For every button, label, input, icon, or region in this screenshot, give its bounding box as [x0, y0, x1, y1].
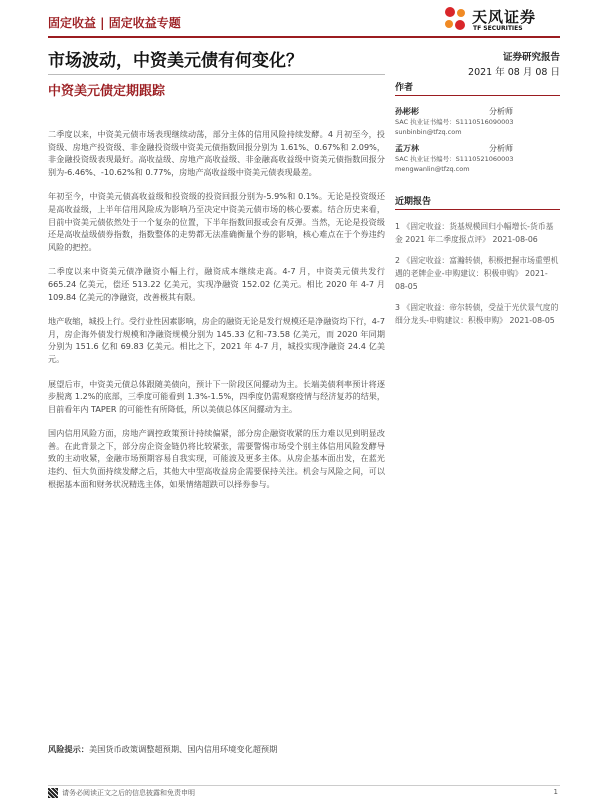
- risk-text: 美国货币政策调整超预期、国内信用环境变化超预期: [88, 744, 278, 754]
- disclaimer-text: 请务必阅读正文之后的信息披露和免责申明: [62, 789, 195, 797]
- recent-report-link[interactable]: 2 《固定收益：富瀚转债，积极把握市场重塑机遇的老牌企业-申购建议：积极申购》 2021-08-05: [395, 256, 559, 291]
- report-subtitle: 中资美元债定期跟踪: [48, 84, 166, 99]
- logo-en: TF SECURITIES: [473, 25, 523, 32]
- report-type: 证券研究报告: [502, 52, 560, 63]
- report-title: 市场波动，中资美元债有何变化？: [48, 51, 303, 71]
- author-name: 孙彬彬: [395, 107, 419, 116]
- paragraph: 国内信用风险方面，房地产调控政策预计持续偏紧，部分房企融资收紧的压力难以见到明显改善。在此背景之下，部分房企资金链仍将比较紧张，需要警惕市场受个别主体信用风险发酵导致的主动收紧，金融市场预期容易自我实现，可能波及更多主体。从房企基本面出发，在蓝光违约、恒大负面持续发酵之后，其他大中型高收益房企需要保持关注。机会与风险之间，可以根据基本面和财务状况精选主体，如果情绪超跌可以择券参与。: [48, 428, 385, 489]
- author-block: [395, 143, 560, 174]
- recent-report-link[interactable]: 3 《固定收益：帝尔转债，受益于光伏景气度的细分龙头-申购建议：积极申购》 2021-08-05: [395, 303, 559, 325]
- author-sac: SAC 执业证书编号：S1110521060003: [395, 155, 514, 163]
- paragraph: 地产收缩，城投上行。受行业性因素影响，房企的融资无论是发行规模还是净融资均下行，4-7 月，房企海外债发行规模和净融资规模分别为 145.33 亿和-73.58 亿美元，而 2020 年同期分别为 151.6 亿和 69.83 亿美元。相比之下，2021 年 4-7 月，城投实现净融资 24.4 亿美元。: [48, 316, 385, 364]
- author-role: 分析师: [489, 107, 513, 116]
- header-divider: [48, 36, 560, 38]
- logo-mark-icon: [440, 4, 470, 34]
- recent-reports-heading: 近期报告: [395, 194, 560, 210]
- logo-name: 天风证券: [472, 8, 537, 26]
- footer: [48, 788, 195, 798]
- report-category: 固定收益 | 固定收益专题: [48, 16, 181, 30]
- recent-report-link[interactable]: 1 《固定收益：货基规模回归小幅增长-货币基金 2021 年二季度报点评》 2021-08-06: [395, 222, 554, 244]
- report-date: 2021 年 08 月 08 日: [468, 67, 560, 78]
- page-header: [48, 10, 560, 34]
- title-divider: [48, 74, 385, 75]
- author-name: 孟万林: [395, 144, 419, 153]
- authors-heading: 作者: [395, 80, 560, 96]
- sidebar: [395, 80, 560, 335]
- paragraph: 二季度以来，中资美元债市场表现继续动荡，部分主体的信用风险持续发酵。4 月初至今，投资级、房地产投资级、非金融投资级中资美元债指数回报分别为 1.61%、0.67%和 2.09%，非金融投资级表现最好。高收益级、房地产高收益级、非金融高收益级中资美元债指数回报分别为-6.46%、-10.62%和 0.77%，房地产高收益级中资美元债表现最差。: [48, 129, 385, 177]
- paragraph: 展望后市，中资美元债总体跟随美债向，预计下一阶段区间擺动为主。长端美债利率预计将逐步脱离 1.2%的底部，三季度可能看到 1.3%-1.5%，四季度仍需观察疫情与经济复苏的结果，目前看年内 TAPER 的可能性有所降低，所以美债总体区间擺动为主。: [48, 378, 385, 414]
- paragraph: 年初至今，中资美元债高收益级和投资级的投资回报分别为-5.9%和 0.1%。无论是投资级还是高收益级，上半年信用风险成为影响乃至决定中资美元债市场的核心要素。结合历史来看，目前中资美元债依然处于一个复杂的位置，下半年指数回报或会有反弹。当然，无论是投资级还是高收益级债券指数，指数整体的走势都无法准确衡量个券的影响，核心难点在于个券违约风险的把控。: [48, 191, 385, 252]
- company-logo: [440, 4, 560, 36]
- main-body: [48, 128, 385, 502]
- author-email[interactable]: sunbinbin@tfzq.com: [395, 128, 462, 136]
- author-block: [395, 106, 560, 137]
- author-sac: SAC 执业证书编号：S1110516090003: [395, 118, 514, 126]
- qr-code-icon: [48, 788, 58, 798]
- paragraph: 二季度以来中资美元债净融资小幅上行，融资成本继续走高。4-7 月，中资美元债共发行 665.24 亿美元，偿还 513.22 亿美元，实现净融资 152.02 亿美元。相比 2020 年 4-7 月 109.84 亿美元的净融资，改善极其有限。: [48, 266, 385, 302]
- author-role: 分析师: [489, 144, 513, 153]
- risk-warning: [48, 744, 277, 755]
- page-number: 1: [553, 788, 558, 796]
- footer-divider: [48, 785, 560, 786]
- author-email[interactable]: mengwanlin@tfzq.com: [395, 165, 470, 173]
- risk-label: 风险提示：: [48, 744, 89, 754]
